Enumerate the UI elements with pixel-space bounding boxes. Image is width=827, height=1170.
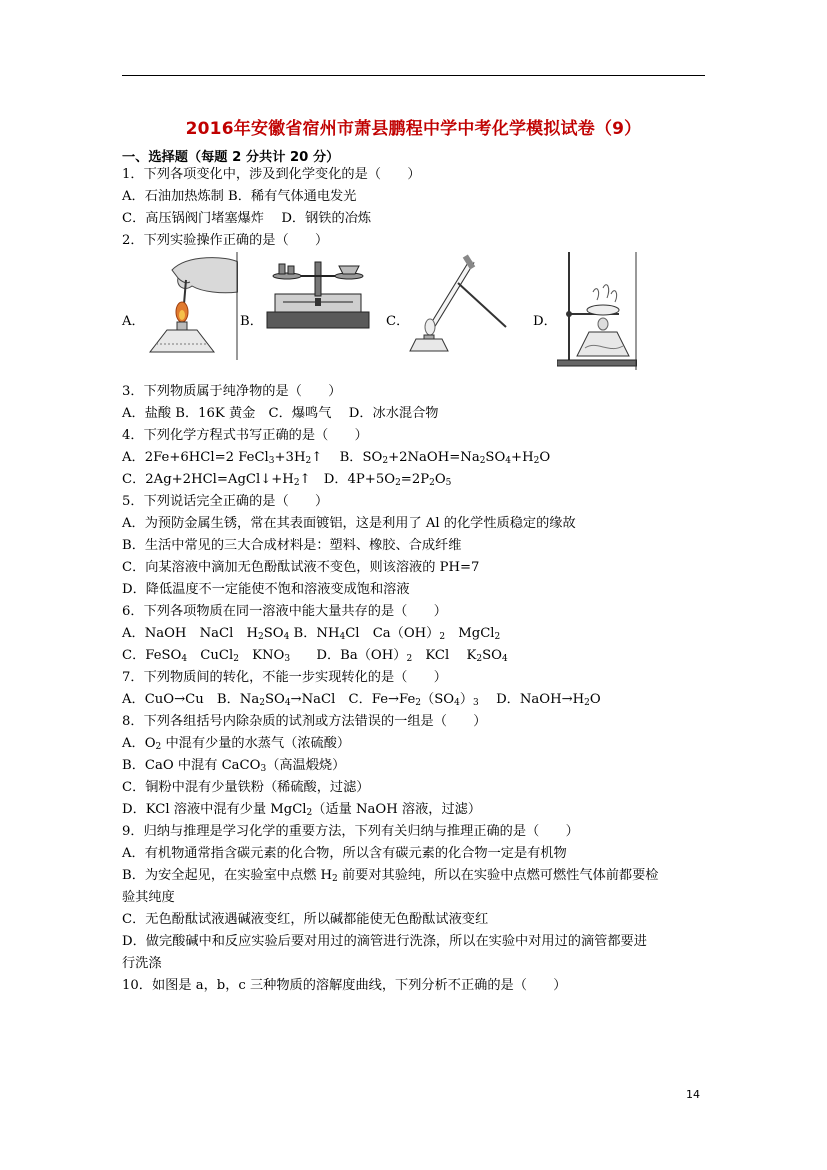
balance-scale-figure bbox=[265, 254, 371, 334]
question-line: A．NaOH NaCl $H_2SO_4$ B．$NH_4Cl$ $Ca(OH)_2$ MgCl$_2$ bbox=[122, 626, 501, 642]
question-line: A．$O_2$ 中混有少量的水蒸气（浓硫酸） bbox=[122, 736, 351, 752]
option-b-label: B． bbox=[240, 314, 263, 329]
alcohol-lamp-lighting-figure bbox=[142, 252, 238, 360]
question-line: 3．下列物质属于纯净物的是（ ） bbox=[122, 384, 342, 399]
question-line: C．FeSO$_4$ CuCl$_2$ $KNO_3$ D．$Ba(OH)_2$ KCl $K_2SO_4$ bbox=[122, 648, 508, 664]
option-d-label: D． bbox=[533, 314, 557, 329]
question-line: 8．下列各组括号内除杂质的试剂或方法错误的一组是（ ） bbox=[122, 714, 487, 729]
option-a-label: A． bbox=[122, 314, 145, 329]
question-line: C．高压锅阀门堵塞爆炸 D．钢铁的冶炼 bbox=[122, 211, 372, 226]
question-line: C．$2Ag+2HCl=AgCl↓+H_2↑$ D．$4P+5O_2=2P_2O_5$ bbox=[122, 472, 452, 488]
question-line: 9．归纳与推理是学习化学的重要方法，下列有关归纳与推理正确的是（ ） bbox=[122, 824, 579, 839]
section-heading: 一、选择题（每题 2 分共计 20 分） bbox=[122, 150, 340, 165]
test-tube-heating-figure bbox=[408, 253, 508, 353]
question-line: B．生活中常见的三大合成材料是：塑料、橡胶、合成纤维 bbox=[122, 538, 462, 553]
option-c-label: C． bbox=[386, 314, 410, 329]
question-line: B．CaO 中混有 CaCO$_3$（高温煅烧） bbox=[122, 758, 346, 774]
question-line: D．降低温度不一定能使不饱和溶液变成饱和溶液 bbox=[122, 582, 410, 597]
question-line: A．石油加热炼制 B．稀有气体通电发光 bbox=[122, 189, 357, 204]
question-line: 10．如图是 a，b，c 三种物质的溶解度曲线，下列分析不正确的是（ ） bbox=[122, 978, 567, 993]
question-line: 1．下列各项变化中，涉及到化学变化的是（ ） bbox=[122, 167, 421, 182]
question-line: A．为预防金属生锈，常在其表面镀铝，这是利用了 Al 的化学性质稳定的缘故 bbox=[122, 516, 576, 531]
question-line: 验其纯度 bbox=[122, 890, 175, 905]
question-line: C．无色酚酞试液遇碱液变红，所以碱都能使无色酚酞试液变红 bbox=[122, 912, 489, 927]
question-line: A．CuO→Cu B．$Na_2SO_4\to NaCl$ C．$Fe\to Fe_2(SO_4)_3$ D．$NaOH\to H_2O$ bbox=[122, 692, 601, 708]
question-line: 行洗涤 bbox=[122, 956, 162, 971]
question-line: B．为安全起见，在实验室中点燃 $H_2$ 前要对其验纯，所以在实验中点燃可燃性气体前都要检 bbox=[122, 868, 659, 884]
question-line: D．做完酸碱中和反应实验后要对用过的滴管进行洗涤，所以在实验中对用过的滴管都要进 bbox=[122, 934, 647, 949]
question-line: A．有机物通常指含碳元素的化合物，所以含有碳元素的化合物一定是有机物 bbox=[122, 846, 567, 861]
page-title: 2016年安徽省宿州市萧县鹏程中学中考化学模拟试卷（9） bbox=[185, 119, 642, 139]
question-line: 2．下列实验操作正确的是（ ） bbox=[122, 233, 329, 248]
question-line: A．盐酸 B．16K 黄金 C．爆鸣气 D．冰水混合物 bbox=[122, 406, 439, 421]
question-line: D．KCl 溶液中混有少量 MgCl$_2$（适量 NaOH 溶液，过滤） bbox=[122, 802, 482, 818]
evaporation-stand-figure bbox=[557, 252, 637, 370]
page-number: 14 bbox=[686, 1088, 700, 1101]
question-line: 4．下列化学方程式书写正确的是（ ） bbox=[122, 428, 368, 443]
question-line: A．2Fe+6HCl=2 $FeCl_3+3H_2↑$ B．$SO_2+2NaOH=Na_2SO_4+H_2O$ bbox=[122, 450, 551, 466]
question-line: 7．下列物质间的转化，不能一步实现转化的是（ ） bbox=[122, 670, 447, 685]
question-line: C．铜粉中混有少量铁粉（稀硫酸，过滤） bbox=[122, 780, 370, 795]
question-line: 6．下列各项物质在同一溶液中能大量共存的是（ ） bbox=[122, 604, 447, 619]
header-rule bbox=[122, 75, 705, 76]
question-line: 5．下列说话完全正确的是（ ） bbox=[122, 494, 329, 509]
question-line: C．向某溶液中滴加无色酚酞试液不变色，则该溶液的 PH=7 bbox=[122, 560, 480, 575]
